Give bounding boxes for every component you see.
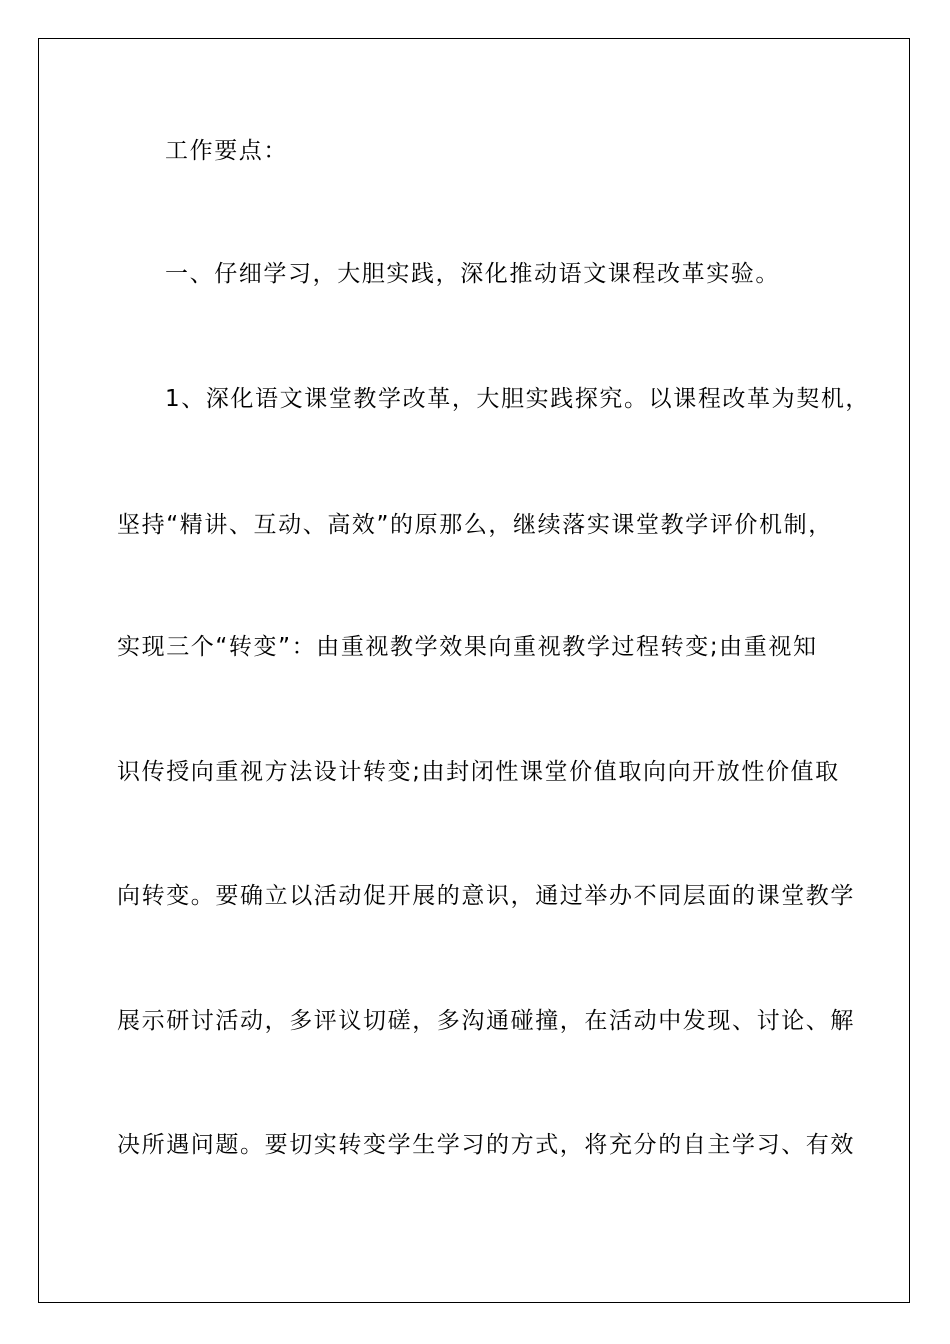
paragraph-line: 决所遇问题。要切实转变学生学习的方式，将充分的自主学习、有效 <box>117 1132 855 1158</box>
paragraph-line: 1、深化语文课堂教学改革，大胆实践探究。以课程改革为契机， <box>165 386 871 412</box>
heading-work-points: 工作要点： <box>165 138 288 164</box>
page-border <box>38 38 910 1303</box>
paragraph-line: 坚持“精讲、互动、高效”的原那么，继续落实课堂教学评价机制， <box>117 512 833 538</box>
section-title: 一、仔细学习，大胆实践，深化推动语文课程改革实验。 <box>165 261 780 287</box>
paragraph-line: 实现三个“转变”：由重视教学效果向重视教学过程转变;由重视知 <box>117 634 818 660</box>
paragraph-line: 识传授向重视方法设计转变;由封闭性课堂价值取向向开放性价值取 <box>117 759 840 785</box>
paragraph-line: 展示研讨活动，多评议切磋，多沟通碰撞，在活动中发现、讨论、解 <box>117 1008 855 1034</box>
paragraph-line: 向转变。要确立以活动促开展的意识，通过举办不同层面的课堂教学 <box>117 883 855 909</box>
